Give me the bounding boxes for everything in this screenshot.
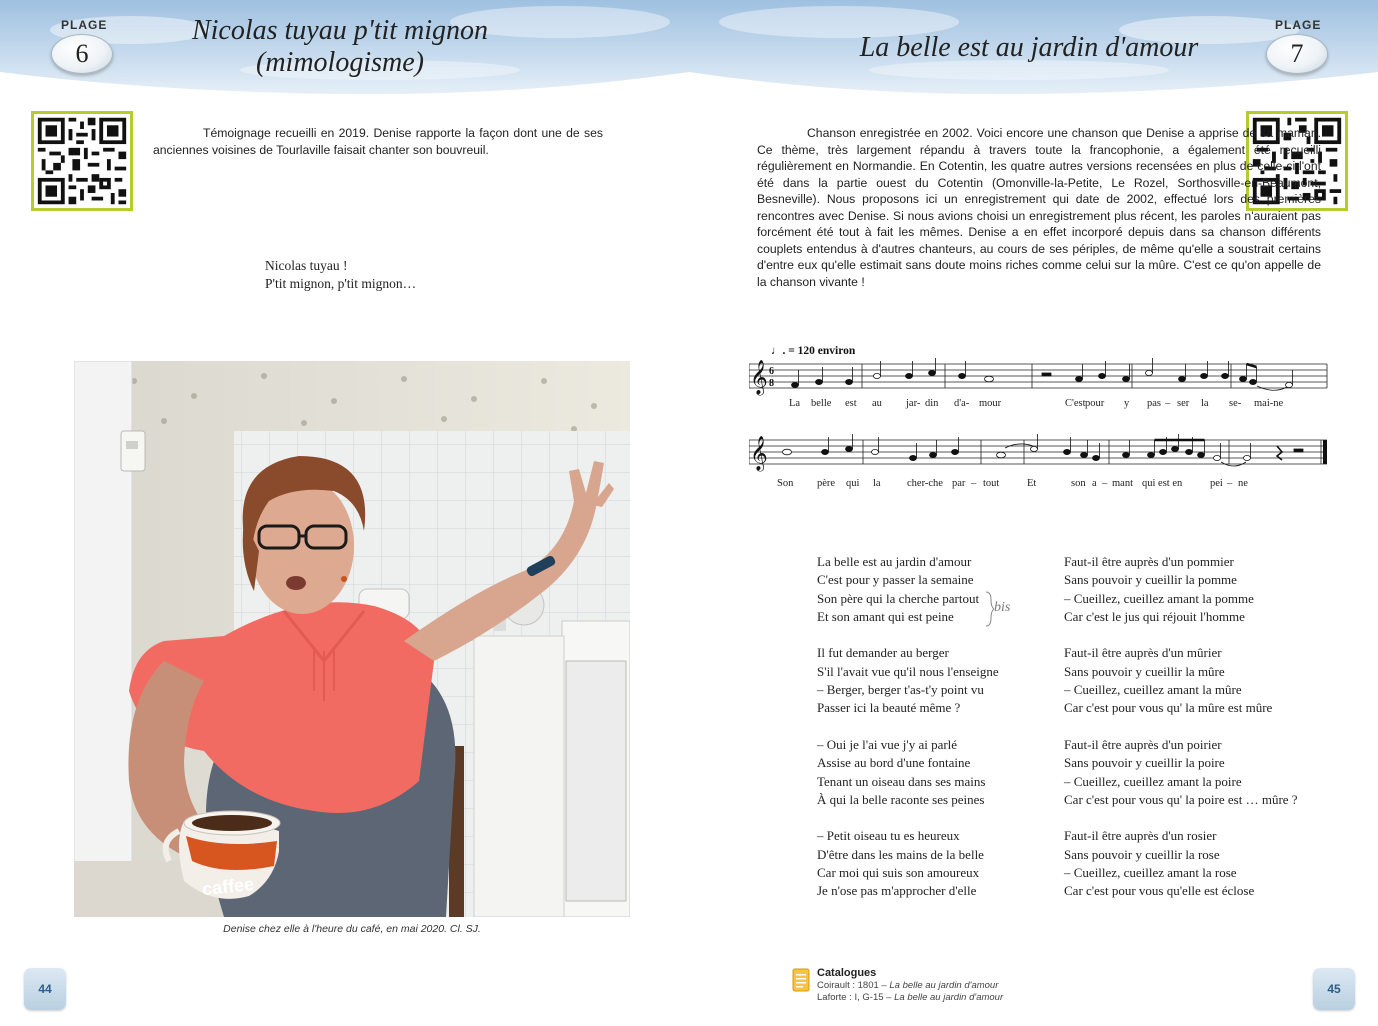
- lyric-syllable: d'a-: [954, 398, 970, 409]
- verse-line: S'il l'avait vue qu'il nous l'enseigne: [817, 663, 999, 679]
- lyric-line: Nicolas tuyau !: [265, 258, 348, 273]
- verse-line: D'être dans les mains de la belle: [817, 846, 984, 862]
- lyric-syllable: cher-che: [907, 478, 943, 489]
- lyric-syllable: a: [1092, 478, 1097, 489]
- catalogue-song-title: La belle au jardin d'amour: [889, 979, 999, 991]
- catalogue-book-icon: [792, 968, 810, 992]
- lyric-syllable: qui est en: [1142, 478, 1183, 489]
- verse-line: Faut-il être auprès d'un rosier: [1064, 828, 1217, 844]
- catalogue-entry: [817, 992, 1003, 1005]
- verse-line: Passer ici la beauté même ?: [817, 700, 961, 716]
- music-score-2: [749, 428, 1329, 499]
- stanza: [817, 827, 999, 900]
- stanza: [1064, 827, 1298, 900]
- cup-text: caffee: [201, 873, 256, 900]
- verses-column-1: [817, 553, 999, 919]
- lyric-syllable: par: [952, 478, 966, 489]
- tempo-marking: ♩. = 120 environ: [771, 345, 856, 357]
- lyric-syllable: est: [845, 398, 857, 409]
- lyric-syllable: din: [925, 398, 939, 409]
- svg-text:𝄞: 𝄞: [750, 436, 768, 471]
- lyric-line: P'tit mignon, p'tit mignon…: [265, 276, 417, 292]
- verse-line: Tenant un oiseau dans ses mains: [817, 773, 986, 789]
- stanza: [817, 553, 999, 626]
- verse-line: Sans pouvoir y cueillir la poire: [1064, 755, 1225, 771]
- qr-code-icon: [34, 114, 130, 208]
- verse-line: Assise au bord d'une fontaine: [817, 755, 971, 771]
- music-score: [749, 340, 1329, 420]
- lyric-syllable: mai-ne: [1254, 398, 1284, 409]
- title-line-1: Nicolas tuyau p'tit mignon: [191, 15, 489, 46]
- verse-line: – Cueillez, cueillez amant la pomme: [1064, 590, 1254, 606]
- verse-line: Car c'est pour vous qu' la mûre est mûre: [1064, 700, 1273, 716]
- lyric-syllable: C'est: [1065, 398, 1086, 409]
- track-number-badge: 7: [1266, 34, 1328, 74]
- stanza: [817, 736, 999, 809]
- verses-column-2: [1064, 553, 1298, 919]
- catalogue-entry: [817, 980, 1003, 993]
- lyric-syllable: pour: [1085, 398, 1105, 409]
- lyric-syllable: qui: [846, 478, 860, 489]
- lyric-syllable: la: [1201, 398, 1209, 409]
- verse-line: À qui la belle raconte ses peines: [817, 791, 985, 807]
- verse-line: La belle est au jardin d'amour: [817, 554, 972, 569]
- score-staff-line-2: [749, 428, 1329, 494]
- page-title: La belle est au jardin d'amour: [859, 32, 1199, 63]
- intro-paragraph: [153, 125, 603, 158]
- verse-line: Je n'ose pas m'approcher d'elle: [817, 883, 977, 899]
- lyric-syllable: y: [1124, 398, 1130, 409]
- verse-line: Il fut demander au berger: [817, 645, 949, 661]
- plage-label: PLAGE: [61, 18, 108, 32]
- verse-line: Car c'est pour vous qu'elle est éclose: [1064, 883, 1255, 899]
- lyric-syllable: au: [872, 398, 882, 409]
- catalogue-song-title: La belle au jardin d'amour: [894, 992, 1004, 1003]
- score-staff-line-1: [749, 340, 1329, 415]
- verse-line: Faut-il être auprès d'un poirier: [1064, 736, 1222, 752]
- verse-line: – Petit oiseau tu es heureux: [817, 828, 960, 844]
- stanza: [1064, 644, 1298, 717]
- photo-denise-kitchen: [74, 361, 630, 917]
- verse-line: Son père qui la cherche partout: [817, 590, 980, 606]
- verse-line: – Cueillez, cueillez amant la rose: [1064, 865, 1237, 881]
- verse-line: Car c'est le jus qui réjouit l'homme: [1064, 608, 1245, 624]
- lyric-syllable: son: [1071, 478, 1086, 489]
- verse-line: Et son amant qui est peine: [817, 608, 954, 624]
- lyric-syllable: se-: [1229, 398, 1242, 409]
- page-title: [180, 15, 500, 79]
- lyric-syllable: La: [789, 398, 801, 409]
- catalogue-ref: Laforte : I, G-15 –: [817, 992, 895, 1003]
- page-number-badge: 44: [24, 968, 66, 1010]
- stanza: [1064, 553, 1298, 626]
- verse-line: Car c'est pour vous qu' la poire est … mûre ?: [1064, 791, 1298, 807]
- intro-paragraph: [757, 125, 1321, 290]
- verse-line: Faut-il être auprès d'un mûrier: [1064, 645, 1222, 661]
- lyric-syllable: –: [1165, 398, 1171, 409]
- catalogue-ref: Coirault : 1801 –: [817, 979, 890, 991]
- lyric-syllable: tout: [983, 478, 1000, 489]
- verse-line: Sans pouvoir y cueillir la pomme: [1064, 572, 1237, 588]
- lyric-syllable: jar-: [906, 398, 921, 409]
- lyric-syllable: la: [873, 478, 881, 489]
- verse-line: – Cueillez, cueillez amant la poire: [1064, 773, 1242, 789]
- lyric-syllable: père: [817, 478, 836, 489]
- stanza: [1064, 736, 1298, 809]
- lyric-syllable: mour: [979, 398, 1002, 409]
- intro-text: Témoignage recueilli en 2019. Denise rapporte la façon dont une de ses anciennes voisines de Tourlaville faisait chanter son bouvreuil.: [153, 126, 603, 157]
- verse-line: C'est pour y passer la semaine: [817, 572, 974, 588]
- page-number-badge: 45: [1313, 968, 1355, 1010]
- svg-text:6: 6: [769, 366, 774, 377]
- verse-line: Car moi qui suis son amoureux: [817, 865, 980, 881]
- lyric-syllable: –: [1102, 478, 1108, 489]
- lyric-syllable: mant: [1112, 478, 1133, 489]
- lyric-syllable: belle: [811, 398, 832, 409]
- svg-text:𝄞: 𝄞: [750, 360, 768, 395]
- photo-caption: Denise chez elle à l'heure du café, en mai 2020. Cl. SJ.: [223, 923, 481, 935]
- right-page: [689, 0, 1378, 1026]
- mimologism-lyrics: [265, 257, 416, 294]
- catalogues-block: [817, 967, 1003, 1005]
- verse-line: – Oui je l'ai vue j'y ai parlé: [817, 736, 958, 752]
- verse-line: Faut-il être auprès d'un pommier: [1064, 554, 1234, 569]
- lyric-syllable: pei: [1210, 478, 1223, 489]
- verse-line: Sans pouvoir y cueillir la rose: [1064, 846, 1220, 862]
- verse-line: – Cueillez, cueillez amant la mûre: [1064, 682, 1242, 698]
- intro-text: Chanson enregistrée en 2002. Voici encore une chanson que Denise a apprise de sa maman. Ce thème, très largement répandu à travers toute la francophonie, a également été recueilli régulièrement en Normandie. En Cotentin, les quatre autres versions recensées en plus de celle-ci l'ont été dans la partie ouest du Cotentin (Omonville-la-Petite, Le Rozel, Sorthosville-en-Beaumont, Besneville). Nous proposons ici un enregistrement qui date de 2002, effectué lors des premières rencontres avec Denise. Si nous avions choisi un enregistrement plus récent, les paroles n'auraient pas forcément été tout à fait les mêmes. Denise a en effet incorporé depuis dans sa chanson différents couplets entendus à d'autres chanteurs, au cours de ses périples, de même qu'elle a soustrait certains d'entre eux qu'elle estimait sans doute moins riches comme celui sur la mûre. C'est ce qu'on appelle de la chanson vivante !: [757, 126, 1321, 289]
- svg-text:8: 8: [769, 378, 774, 389]
- repeat-brace-icon: [984, 591, 994, 627]
- bis-marker: bis: [994, 600, 1011, 615]
- lyric-syllable: –: [1227, 478, 1233, 489]
- catalogues-title: Catalogues: [817, 967, 877, 979]
- title-line-2: (mimologisme): [256, 47, 424, 78]
- verse-line: – Berger, berger t'as-t'y point vu: [817, 682, 984, 698]
- plage-label: PLAGE: [1275, 18, 1322, 32]
- lyric-syllable: Et: [1027, 478, 1037, 489]
- stanza: [817, 644, 999, 717]
- lyric-syllable: ser: [1177, 398, 1190, 409]
- verse-line: Sans pouvoir y cueillir la mûre: [1064, 663, 1225, 679]
- qr-code-track-6[interactable]: [31, 111, 133, 211]
- track-number-badge: 6: [51, 34, 113, 74]
- lyric-syllable: ne: [1238, 478, 1248, 489]
- lyric-syllable: Son: [777, 478, 794, 489]
- lyric-syllable: –: [971, 478, 977, 489]
- lyric-syllable: pas: [1147, 398, 1161, 409]
